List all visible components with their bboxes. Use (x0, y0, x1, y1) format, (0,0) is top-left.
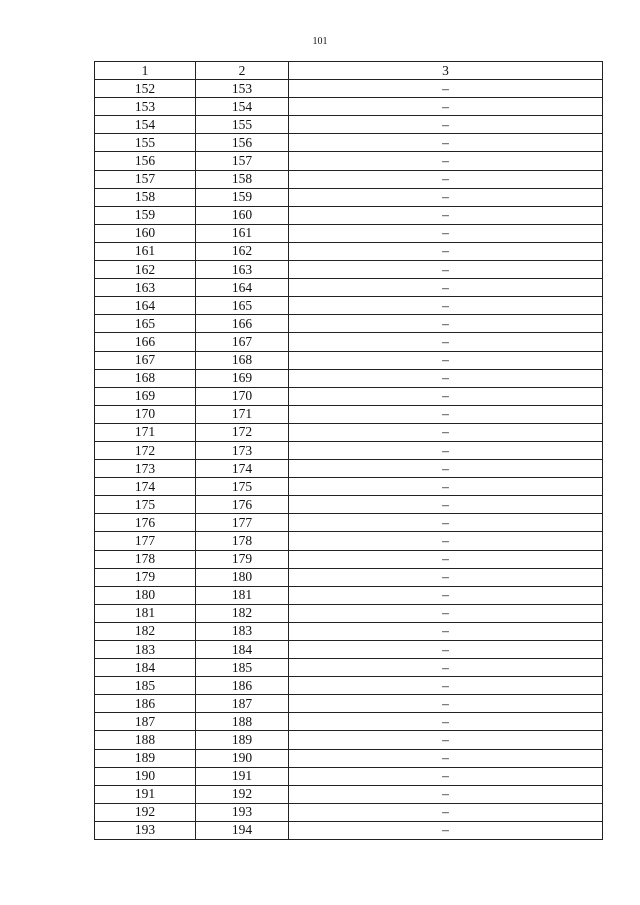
table-cell: 155 (95, 134, 196, 152)
table-row (95, 116, 603, 134)
table-header-row (95, 62, 603, 80)
table-cell: 182 (196, 604, 289, 622)
table-row (95, 713, 603, 731)
table-cell: – (289, 405, 603, 423)
table-row (95, 821, 603, 839)
table-row (95, 152, 603, 170)
table-cell: – (289, 242, 603, 260)
table-cell: 168 (95, 369, 196, 387)
table-cell: 167 (196, 333, 289, 351)
table-cell: 166 (196, 315, 289, 333)
table-cell: 161 (196, 224, 289, 242)
table-cell: 193 (196, 803, 289, 821)
table-cell: 183 (196, 622, 289, 640)
table-cell: 184 (95, 659, 196, 677)
table-row (95, 641, 603, 659)
table-cell: 172 (196, 423, 289, 441)
table-cell: 156 (95, 152, 196, 170)
table-cell: 162 (95, 261, 196, 279)
table-cell: 188 (196, 713, 289, 731)
table-row (95, 478, 603, 496)
table-cell: 180 (196, 568, 289, 586)
table-cell: – (289, 586, 603, 604)
table-cell: 169 (95, 387, 196, 405)
table-cell: – (289, 279, 603, 297)
table-row (95, 206, 603, 224)
table-row (95, 369, 603, 387)
table-cell: 165 (196, 297, 289, 315)
table-cell: – (289, 622, 603, 640)
table-cell: 182 (95, 622, 196, 640)
table-row (95, 677, 603, 695)
table-cell: 192 (95, 803, 196, 821)
table-row (95, 98, 603, 116)
table-row (95, 749, 603, 767)
table-cell: 167 (95, 351, 196, 369)
table-cell: 187 (196, 695, 289, 713)
table-cell: 191 (95, 785, 196, 803)
table-cell: – (289, 333, 603, 351)
table-cell: 188 (95, 731, 196, 749)
table-cell: 184 (196, 641, 289, 659)
table-row (95, 170, 603, 188)
column-header: 1 (95, 62, 196, 80)
table-cell: 164 (196, 279, 289, 297)
table-cell: – (289, 604, 603, 622)
table-cell: 171 (196, 405, 289, 423)
table-cell: 170 (196, 387, 289, 405)
table-cell: – (289, 785, 603, 803)
table-cell: 157 (196, 152, 289, 170)
table-row (95, 514, 603, 532)
table-cell: – (289, 441, 603, 459)
table-row (95, 550, 603, 568)
table-cell: 186 (196, 677, 289, 695)
table-row (95, 604, 603, 622)
table-cell: 158 (196, 170, 289, 188)
table-row (95, 387, 603, 405)
table-cell: – (289, 297, 603, 315)
table-row (95, 423, 603, 441)
table-cell: 190 (196, 749, 289, 767)
table-cell: – (289, 677, 603, 695)
table-cell: 154 (95, 116, 196, 134)
table-cell: – (289, 478, 603, 496)
table-cell: 159 (196, 188, 289, 206)
table-cell: 190 (95, 767, 196, 785)
table-cell: – (289, 261, 603, 279)
table-cell: 173 (196, 441, 289, 459)
table-cell: – (289, 767, 603, 785)
table-cell: 186 (95, 695, 196, 713)
table-body (95, 80, 603, 840)
table-cell: – (289, 315, 603, 333)
table-row (95, 80, 603, 98)
table-cell: 176 (196, 496, 289, 514)
table-cell: 162 (196, 242, 289, 260)
table-row (95, 622, 603, 640)
table-row (95, 351, 603, 369)
table-cell: – (289, 713, 603, 731)
column-header: 3 (289, 62, 603, 80)
table-cell: 193 (95, 821, 196, 839)
table-row (95, 532, 603, 550)
table-cell: – (289, 821, 603, 839)
table-cell: 179 (196, 550, 289, 568)
table-row (95, 568, 603, 586)
table-cell: – (289, 803, 603, 821)
table-cell: 177 (196, 514, 289, 532)
table-cell: 178 (95, 550, 196, 568)
table-cell: – (289, 550, 603, 568)
table-cell: 178 (196, 532, 289, 550)
table-row (95, 242, 603, 260)
table-cell: – (289, 568, 603, 586)
table-cell: – (289, 206, 603, 224)
table-cell: – (289, 116, 603, 134)
table-row (95, 188, 603, 206)
table-row (95, 659, 603, 677)
table-cell: 163 (95, 279, 196, 297)
table-cell: – (289, 224, 603, 242)
table-cell: – (289, 170, 603, 188)
table-cell: 177 (95, 532, 196, 550)
table-cell: – (289, 134, 603, 152)
table-cell: 166 (95, 333, 196, 351)
table-row (95, 460, 603, 478)
table-cell: 175 (95, 496, 196, 514)
table-cell: – (289, 351, 603, 369)
table-cell: – (289, 731, 603, 749)
data-table (94, 61, 603, 840)
table-cell: 152 (95, 80, 196, 98)
table-cell: – (289, 514, 603, 532)
table-cell: 160 (95, 224, 196, 242)
table-cell: – (289, 695, 603, 713)
table-cell: 181 (95, 604, 196, 622)
table-cell: 189 (196, 731, 289, 749)
table-cell: 153 (196, 80, 289, 98)
table-row (95, 333, 603, 351)
table-cell: – (289, 369, 603, 387)
table-cell: – (289, 188, 603, 206)
table-cell: – (289, 80, 603, 98)
table-cell: 168 (196, 351, 289, 369)
table-cell: 176 (95, 514, 196, 532)
table-cell: 154 (196, 98, 289, 116)
table-row (95, 405, 603, 423)
table-cell: 171 (95, 423, 196, 441)
table-row (95, 496, 603, 514)
table-row (95, 297, 603, 315)
table-cell: 183 (95, 641, 196, 659)
table-cell: – (289, 749, 603, 767)
column-header: 2 (196, 62, 289, 80)
table-row (95, 279, 603, 297)
table-row (95, 134, 603, 152)
table-cell: 161 (95, 242, 196, 260)
table-cell: – (289, 98, 603, 116)
table-cell: 194 (196, 821, 289, 839)
table-cell: 192 (196, 785, 289, 803)
table-cell: – (289, 496, 603, 514)
table-row (95, 803, 603, 821)
table-cell: – (289, 641, 603, 659)
table-cell: 158 (95, 188, 196, 206)
table-row (95, 695, 603, 713)
table-cell: 157 (95, 170, 196, 188)
table-cell: 163 (196, 261, 289, 279)
table-row (95, 586, 603, 604)
table-cell: – (289, 423, 603, 441)
table-cell: 174 (95, 478, 196, 496)
table-cell: 187 (95, 713, 196, 731)
table-cell: 169 (196, 369, 289, 387)
table-cell: 165 (95, 315, 196, 333)
table-cell: 175 (196, 478, 289, 496)
table-cell: 181 (196, 586, 289, 604)
table-cell: – (289, 532, 603, 550)
table-cell: 173 (95, 460, 196, 478)
table-row (95, 315, 603, 333)
table-cell: 174 (196, 460, 289, 478)
table-row (95, 767, 603, 785)
table-cell: 180 (95, 586, 196, 604)
table-cell: 159 (95, 206, 196, 224)
page-number: 101 (312, 36, 328, 47)
table-cell: 155 (196, 116, 289, 134)
table-cell: 185 (196, 659, 289, 677)
table-cell: 179 (95, 568, 196, 586)
table-row (95, 731, 603, 749)
table-row (95, 261, 603, 279)
table-cell: 160 (196, 206, 289, 224)
table-cell: 156 (196, 134, 289, 152)
table-cell: – (289, 460, 603, 478)
table-cell: – (289, 387, 603, 405)
table-row (95, 785, 603, 803)
table-cell: 153 (95, 98, 196, 116)
table-row (95, 224, 603, 242)
table-cell: 189 (95, 749, 196, 767)
table-cell: 172 (95, 441, 196, 459)
table-cell: 185 (95, 677, 196, 695)
table-cell: 164 (95, 297, 196, 315)
table-cell: – (289, 152, 603, 170)
table-row (95, 441, 603, 459)
table-cell: 170 (95, 405, 196, 423)
table-cell: – (289, 659, 603, 677)
table-cell: 191 (196, 767, 289, 785)
